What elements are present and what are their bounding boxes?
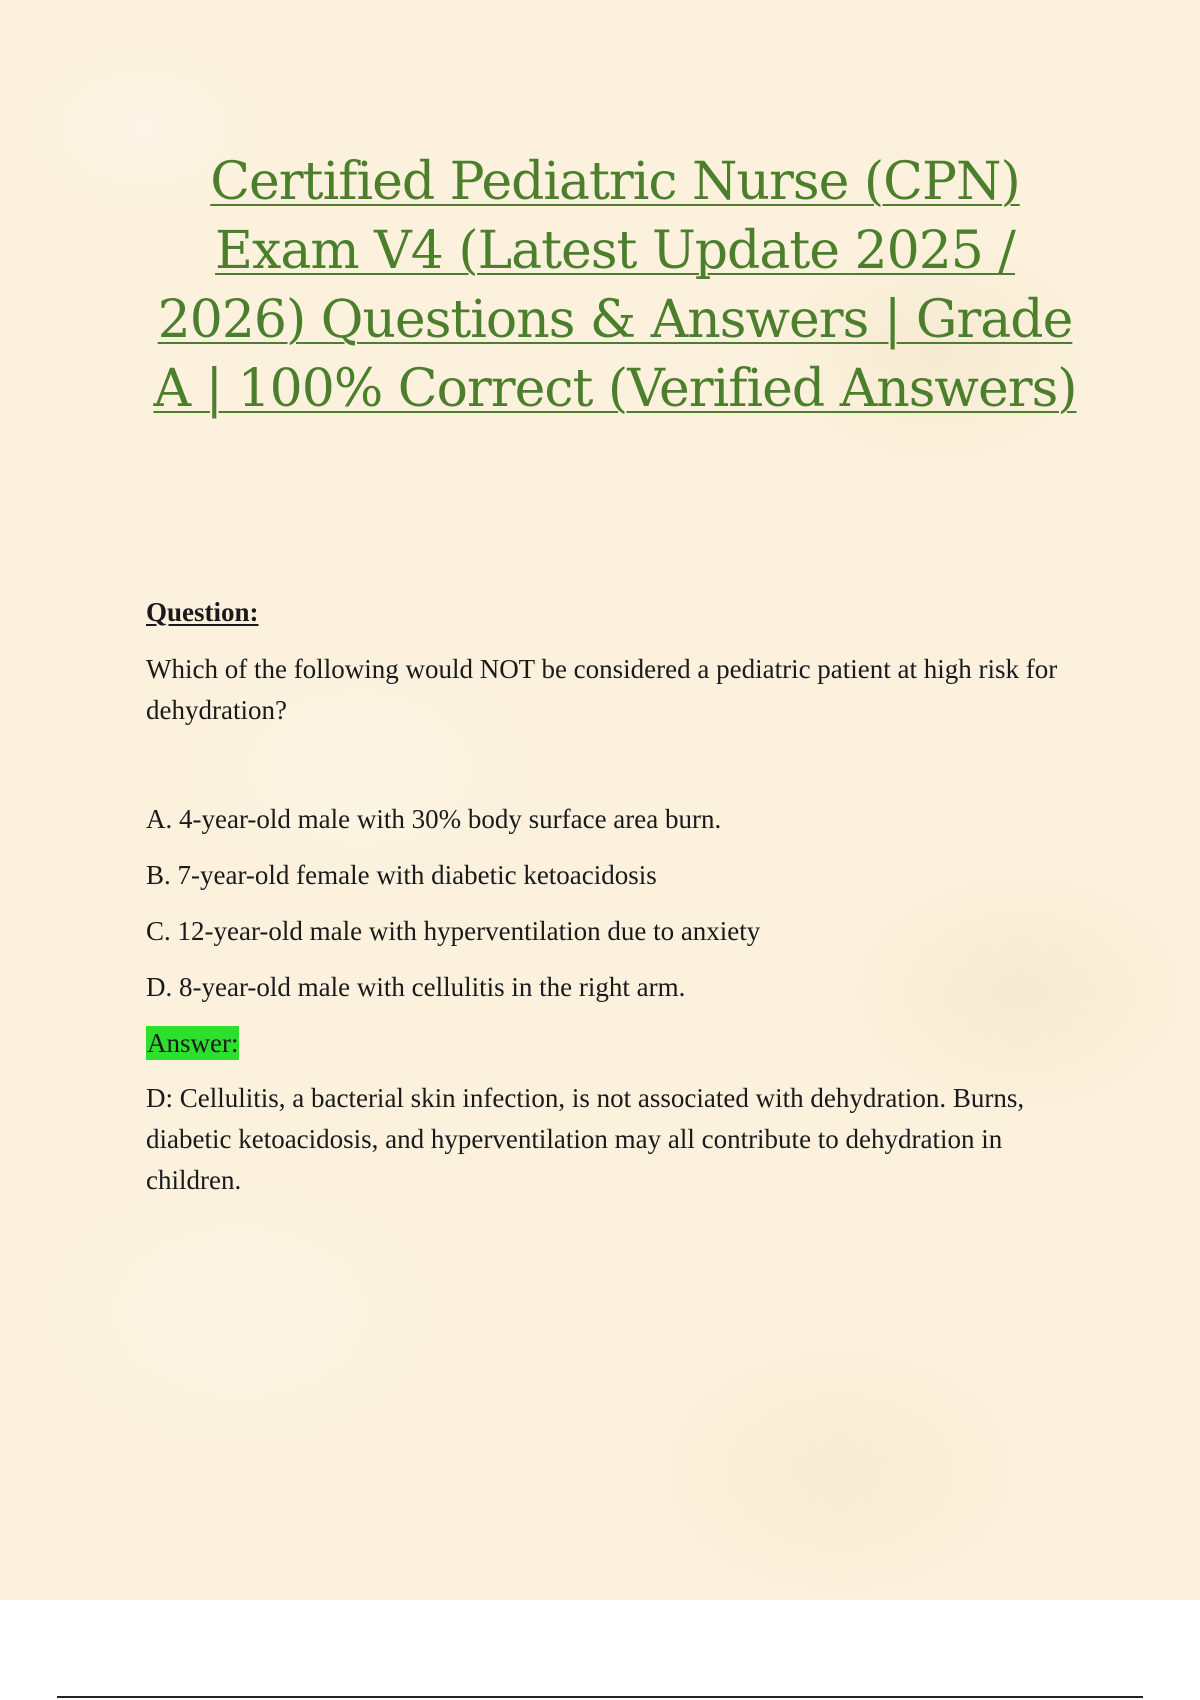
option-c: C. 12-year-old male with hyperventilation due to anxiety	[146, 916, 761, 946]
option-d: D. 8-year-old male with cellulitis in the right arm.	[146, 972, 686, 1002]
answer-explanation: D: Cellulitis, a bacterial skin infection, is not associated with dehydration. Burns, diabetic ketoacidosis, and hyperventilation may all contribute to dehydration in children.	[146, 1083, 1025, 1195]
answer-label: Answer:	[147, 1028, 239, 1058]
question-block	[146, 592, 1076, 1201]
answer-options	[146, 799, 1076, 1008]
option-b: B. 7-year-old female with diabetic ketoacidosis	[146, 860, 657, 890]
question-label: Question:	[146, 597, 259, 627]
footer-divider	[57, 1696, 1143, 1698]
option-a: A. 4-year-old male with 30% body surface area burn.	[146, 804, 722, 834]
document-title: Certified Pediatric Nurse (CPN) Exam V4 (Latest Update 2025 / 2026) Questions & Answers | Grade A | 100% Correct (Verified Answers)	[153, 152, 1077, 419]
question-text: Which of the following would NOT be considered a pediatric patient at high risk for dehydration?	[146, 654, 1058, 725]
